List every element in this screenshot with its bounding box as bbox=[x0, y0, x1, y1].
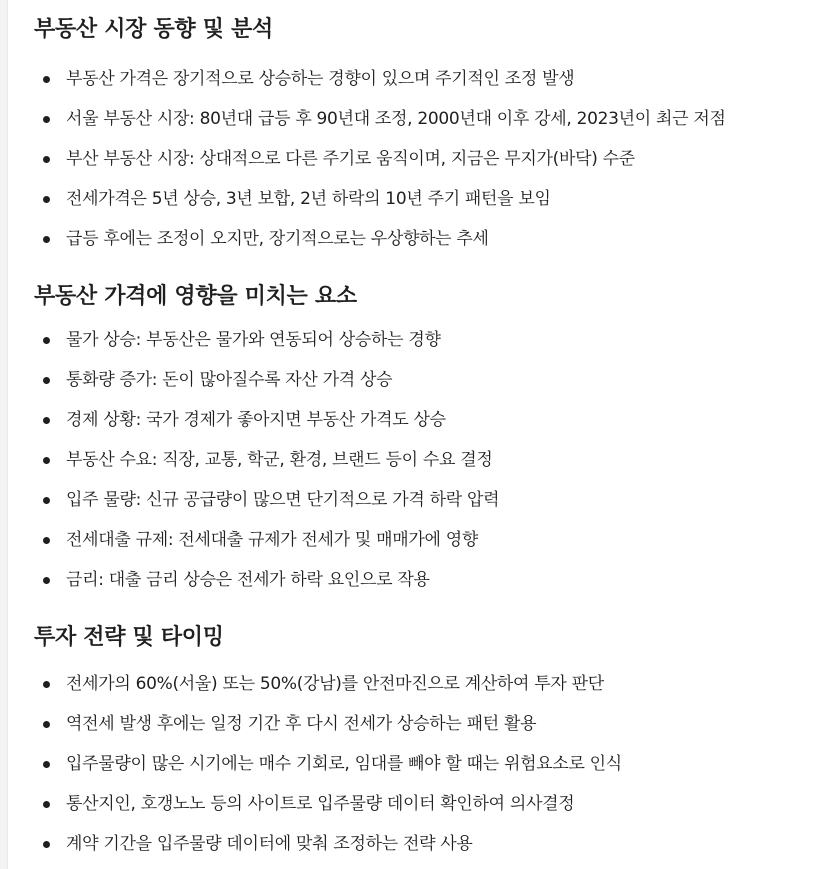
list-item bbox=[34, 360, 821, 400]
list-item-text: 급등 후에는 조정이 오지만, 장기적으로는 우상향하는 추세 bbox=[66, 229, 489, 249]
bullet-list bbox=[34, 664, 821, 864]
list-item-text: 부동산 수요: 직장, 교통, 학군, 환경, 브랜드 등이 수요 결정 bbox=[66, 450, 493, 470]
list-item bbox=[34, 480, 821, 520]
list-item bbox=[34, 560, 821, 600]
list-item bbox=[34, 520, 821, 560]
list-item-text: 전세대출 규제: 전세대출 규제가 전세가 및 매매가에 영향 bbox=[66, 530, 478, 550]
list-item-text: 경제 상황: 국가 경제가 좋아지면 부동산 가격도 상승 bbox=[66, 410, 446, 430]
list-item bbox=[34, 744, 821, 784]
list-item bbox=[34, 784, 821, 824]
bullet-icon bbox=[43, 801, 50, 808]
list-item bbox=[34, 824, 821, 864]
list-item bbox=[34, 179, 821, 219]
section-investment-strategy bbox=[34, 622, 821, 864]
bullet-list bbox=[34, 320, 821, 600]
list-item bbox=[34, 139, 821, 179]
list-item-text: 부산 부동산 시장: 상대적으로 다른 주기로 움직이며, 지금은 무지가(바닥) 수준 bbox=[66, 149, 635, 169]
bullet-icon bbox=[43, 841, 50, 848]
bullet-icon bbox=[43, 156, 50, 163]
list-item-text: 통산지인, 호갱노노 등의 사이트로 입주물량 데이터 확인하여 의사결정 bbox=[66, 794, 575, 814]
list-item bbox=[34, 400, 821, 440]
bullet-icon bbox=[43, 537, 50, 544]
bullet-icon bbox=[43, 761, 50, 768]
list-item bbox=[34, 664, 821, 704]
list-item-text: 금리: 대출 금리 상승은 전세가 하락 요인으로 작용 bbox=[66, 570, 430, 590]
left-margin-rule bbox=[0, 0, 8, 869]
list-item-text: 통화량 증가: 돈이 많아질수록 자산 가격 상승 bbox=[66, 370, 393, 390]
section-heading: 부동산 시장 동향 및 분석 bbox=[34, 17, 273, 42]
list-item-text: 역전세 발생 후에는 일정 기간 후 다시 전세가 상승하는 패턴 활용 bbox=[66, 714, 537, 734]
bullet-list bbox=[34, 59, 821, 259]
section-heading: 부동산 가격에 영향을 미치는 요소 bbox=[34, 284, 357, 309]
list-item-text: 부동산 가격은 장기적으로 상승하는 경향이 있으며 주기적인 조정 발생 bbox=[66, 69, 575, 89]
list-item-text: 전세가격은 5년 상승, 3년 보합, 2년 하락의 10년 주기 패턴을 보임 bbox=[66, 189, 551, 209]
section-heading: 투자 전략 및 타이밍 bbox=[34, 625, 224, 650]
list-item bbox=[34, 440, 821, 480]
list-item bbox=[34, 59, 821, 99]
list-item-text: 입주 물량: 신규 공급량이 많으면 단기적으로 가격 하락 압력 bbox=[66, 490, 500, 510]
bullet-icon bbox=[43, 417, 50, 424]
bullet-icon bbox=[43, 377, 50, 384]
list-item bbox=[34, 99, 821, 139]
bullet-icon bbox=[43, 76, 50, 83]
bullet-icon bbox=[43, 681, 50, 688]
bullet-icon bbox=[43, 337, 50, 344]
list-item bbox=[34, 704, 821, 744]
bullet-icon bbox=[43, 497, 50, 504]
bullet-icon bbox=[43, 196, 50, 203]
list-item-text: 전세가의 60%(서울) 또는 50%(강남)를 안전마진으로 계산하여 투자 판단 bbox=[66, 674, 604, 694]
list-item-text: 입주물량이 많은 시기에는 매수 기회로, 임대를 빼야 할 때는 위험요소로 인식 bbox=[66, 754, 622, 774]
list-item-text: 서울 부동산 시장: 80년대 급등 후 90년대 조정, 2000년대 이후 강세, 2023년이 최근 저점 bbox=[66, 109, 726, 129]
section-price-factors bbox=[34, 281, 821, 600]
list-item-text: 물가 상승: 부동산은 물가와 연동되어 상승하는 경향 bbox=[66, 330, 441, 350]
bullet-icon bbox=[43, 577, 50, 584]
bullet-icon bbox=[43, 116, 50, 123]
bullet-icon bbox=[43, 721, 50, 728]
section-market-trends bbox=[34, 14, 821, 259]
bullet-icon bbox=[43, 236, 50, 243]
bullet-icon bbox=[43, 457, 50, 464]
list-item bbox=[34, 219, 821, 259]
list-item-text: 계약 기간을 입주물량 데이터에 맞춰 조정하는 전략 사용 bbox=[66, 834, 473, 854]
list-item bbox=[34, 320, 821, 360]
document-content bbox=[34, 14, 821, 864]
